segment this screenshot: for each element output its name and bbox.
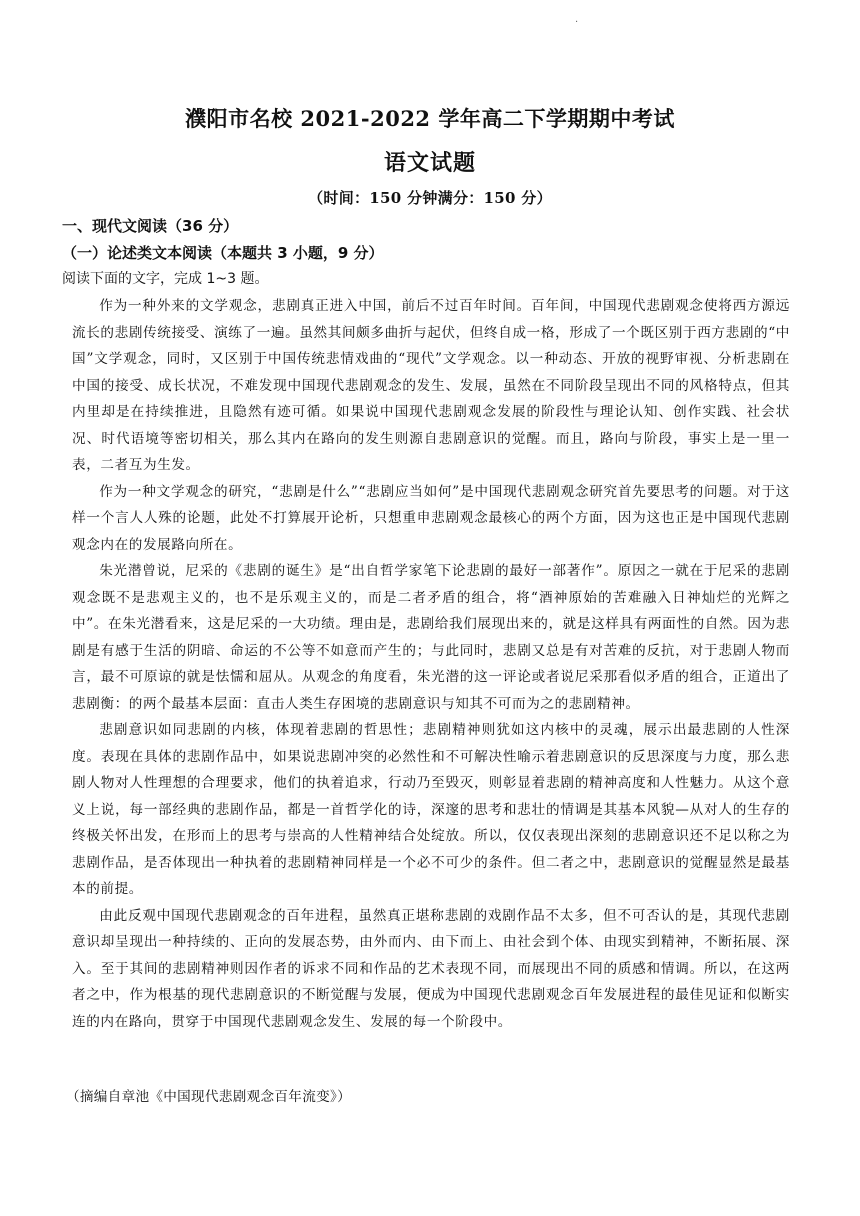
header-mark: . xyxy=(575,14,579,25)
subject-title: 语文试题 xyxy=(383,150,476,176)
passage-paragraph: 悲剧意识如同悲剧的内核，体现着悲剧的哲思性；悲剧精神则犹如这内核中的灵魂，展示出最悲剧的人性深度。表现在具体的悲剧作品中，如果说悲剧冲突的必然性和不可解决性喻示着悲剧意识的反思深度与力度，那么悲剧人物对人性理想的合理要求，他们的执着追求，行动乃至毁灭，则彰显着悲剧的精神高度和人性魅力。从这个意义上说，每一部经典的悲剧作品，都是一首哲学化的诗，深邃的思考和悲壮的情调是其基本风貌—从对人的生存的终极关怀出发，在形而上的思考与崇高的人性精神结合处绽放。所以，仅仅表现出深刻的悲剧意识还不足以称之为悲剧作品，是否体现出一种执着的悲剧精神同样是一个必不可少的条件。但二者之中，悲剧意识的觉醒显然是最基本的前提。 xyxy=(72,722,790,897)
section-heading: 一、现代文阅读（36 分） xyxy=(62,217,239,235)
passage-paragraph: 作为一种文学观念的研究，“悲剧是什么”“悲剧应当如何”是中国现代悲剧观念研究首先要思考的问题。对于这样一个言人人殊的论题，此处不打算展开论析，只想重申悲剧观念最核心的两个方面，因为这也正是中国现代悲剧观念内在的发展路向所在。 xyxy=(72,483,790,553)
subsection-heading: （一）论述类文本阅读（本题共 3 小题，9 分） xyxy=(62,244,384,262)
passage-body xyxy=(72,293,790,1035)
passage-paragraph: 由此反观中国现代悲剧观念的百年进程，虽然真正堪称悲剧的戏剧作品不太多，但不可否认的是，其现代悲剧意识却呈现出一种持续的、正向的发展态势，由外而内、由下而上、由社会到个体、由现实到精神，不断拓展、深入。至于其间的悲剧精神则因作者的诉求不同和作品的艺术表现不同，而展现出不同的质感和情调。所以，在这两者之中，作为根基的现代悲剧意识的不断觉醒与发展，便成为中国现代悲剧观念百年发展进程的最佳见证和似断实连的内在路向，贯穿于中国现代悲剧观念发生、发展的每一个阶段中。 xyxy=(72,907,790,1030)
exam-title: 濮阳市名校 2021-2022 学年高二下学期期中考试 xyxy=(185,106,675,131)
passage-paragraph: 朱光潜曾说，尼采的《悲剧的诞生》是“出自哲学家笔下论悲剧的最好一部著作”。原因之一就在于尼采的悲剧观念既不是悲观主义的，也不是乐观主义的，而是二者矛盾的组合，将“酒神原始的苦难融入日神灿烂的光辉之中”。在朱光潜看来，这是尼采的一大功绩。理由是，悲剧给我们展现出来的，就是这样具有两面性的自然。因为悲剧是有感于生活的阴暗、命运的不公等不如意而产生的；与此同时，悲剧又总是有对苦难的反抗，对于悲剧人物而言，最不可原谅的就是怯懦和屈从。从观念的角度看，朱光潜的这一评论或者说尼采那看似矛盾的组合，正道出了悲剧衡：的两个最基本层面：直击人类生存困境的悲剧意识与知其不可而为之的悲剧精神。 xyxy=(72,563,790,712)
reading-instruction: 阅读下面的文字，完成 1~3 题。 xyxy=(62,271,269,287)
time-info: （时间：150 分钟满分：150 分） xyxy=(308,189,552,207)
passage-source: （摘编自章池《中国现代悲剧观念百年流变》） xyxy=(66,1089,351,1105)
passage-paragraph: 作为一种外来的文学观念，悲剧真正进入中国，前后不过百年时间。百年间，中国现代悲剧观念使将西方源远流长的悲剧传统接受、演练了一遍。虽然其间颇多曲折与起伏，但终自成一格，形成了一个既区别于西方悲剧的“中国”文学观念，同时，又区别于中国传统悲情戏曲的“现代”文学观念。以一种动态、开放的视野审视、分析悲剧在中国的接受、成长状况，不难发现中国现代悲剧观念的发生、发展，虽然在不同阶段呈现出不同的风格特点，但其内里却是在持续推进，且隐然有迹可循。如果说中国现代悲剧观念发展的阶段性与理论认知、创作实践、社会状况、时代语境等密切相关，那么其内在路向的发生则源自悲剧意识的觉醒。而且，路向与阶段，事实上是一里一表，二者互为生发。 xyxy=(72,298,790,473)
